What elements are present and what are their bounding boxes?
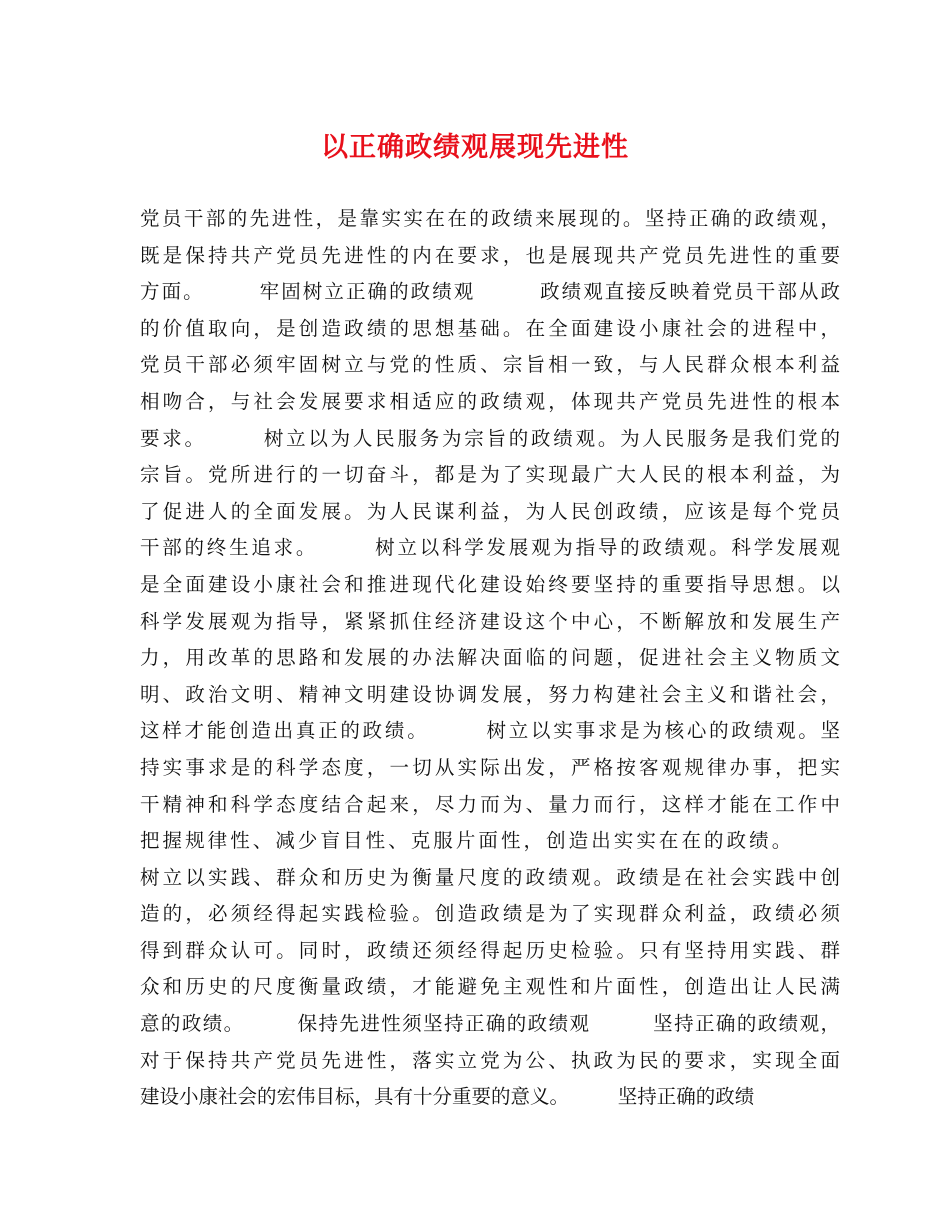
text-line: 了促进人的全面发展。为人民谋利益，为人民创政绩，应该是每个党员	[140, 499, 840, 523]
text-line: 对于保持共产党员先进性，落实立党为公、执政为民的要求，实现全面	[140, 1048, 840, 1072]
text-line: 建设小康社会的宏伟目标，具有十分重要的意义。 坚持正确的政绩	[140, 1085, 755, 1109]
text-line: 宗旨。党所进行的一切奋斗，都是为了实现最广大人民的根本利益，为	[140, 463, 840, 487]
text-line: 干精神和科学态度结合起来，尽力而为、量力而行，这样才能在工作中	[140, 792, 840, 816]
text-line: 造的，必须经得起实践检验。创造政绩是为了实现群众利益，政绩必须	[140, 902, 840, 926]
text-line: 意的政绩。 保持先进性须坚持正确的政绩观 坚持正确的政绩观，	[140, 1012, 840, 1036]
text-line: 科学发展观为指导，紧紧抓住经济建设这个中心，不断解放和发展生产	[140, 609, 840, 633]
body-text	[140, 201, 840, 1116]
text-line: 方面。 牢固树立正确的政绩观 政绩观直接反映着党员干部从政	[140, 280, 840, 304]
text-line: 党员干部的先进性，是靠实实在在的政绩来展现的。坚持正确的政绩观，	[140, 207, 840, 230]
page-title: 以正确政绩观展现先进性	[321, 132, 629, 163]
text-line: 持实事求是的科学态度，一切从实际出发，严格按客观规律办事，把实	[140, 755, 840, 779]
text-line: 把握规律性、减少盲目性、克服片面性，创造出实实在在的政绩。	[140, 829, 840, 853]
text-line: 明、政治文明、精神文明建设协调发展，努力构建社会主义和谐社会，	[140, 682, 840, 706]
text-line: 党员干部必须牢固树立与党的性质、宗旨相一致，与人民群众根本利益	[140, 353, 840, 377]
text-line: 的价值取向，是创造政绩的思想基础。在全面建设小康社会的进程中，	[140, 316, 840, 340]
text-line: 这样才能创造出真正的政绩。 树立以实事求是为核心的政绩观。坚	[140, 719, 840, 743]
text-line: 相吻合，与社会发展要求相适应的政绩观，体现共产党员先进性的根本	[140, 389, 840, 413]
text-line: 既是保持共产党员先进性的内在要求，也是展现共产党员先进性的重要	[140, 243, 840, 267]
text-line: 得到群众认可。同时，政绩还须经得起历史检验。只有坚持用实践、群	[140, 938, 840, 962]
text-line: 是全面建设小康社会和推进现代化建设始终要坚持的重要指导思想。以	[140, 572, 840, 596]
text-line: 干部的终生追求。 树立以科学发展观为指导的政绩观。科学发展观	[140, 536, 840, 560]
text-line: 力，用改革的思路和发展的办法解决面临的问题，促进社会主义物质文	[140, 646, 840, 670]
text-line: 众和历史的尺度衡量政绩，才能避免主观性和片面性，创造出让人民满	[140, 975, 840, 999]
text-line: 树立以实践、群众和历史为衡量尺度的政绩观。政绩是在社会实践中创	[140, 865, 840, 889]
text-line: 要求。 树立以为人民服务为宗旨的政绩观。为人民服务是我们党的	[140, 426, 840, 450]
